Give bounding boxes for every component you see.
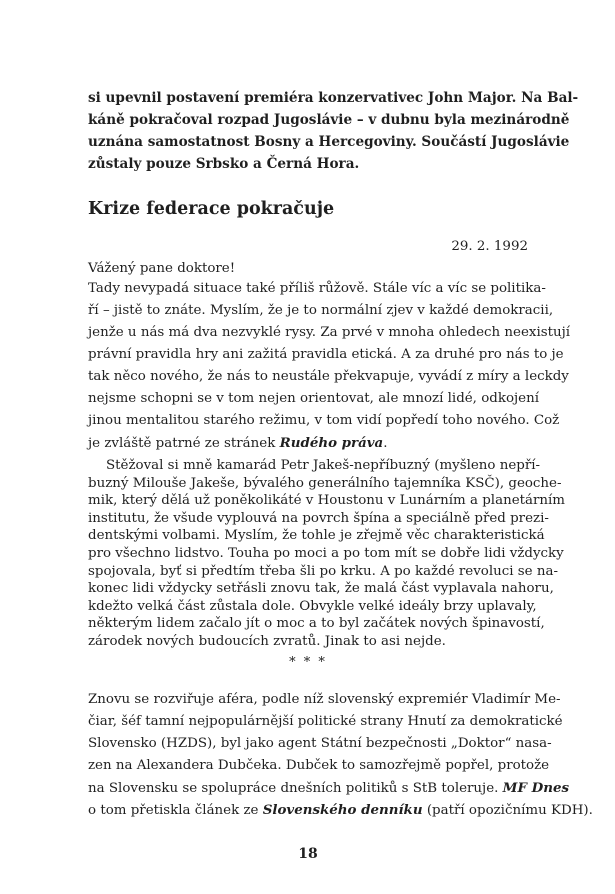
newspaper-title: MF Dnes (502, 780, 570, 796)
paragraph-line (88, 777, 570, 799)
paragraph-line: Tady nevypadá situace také příliš růžově. Stále víc a víc se politika- (88, 281, 546, 296)
paragraph-line: dentskými volbami. Myslím, že tohle je zřejmě věc charakteristická (88, 528, 545, 544)
paragraph-line: ří – jistě to znáte. Myslím, že je to normální zjev v každé demokracii, (88, 303, 554, 318)
paragraph-line: institutu, že všude vyplouvá na povrch špína a speciálně před prezi- (88, 510, 549, 526)
paragraph-line: jenže u nás má dva nezvyklé rysy. Za prvé v mnoha ohledech neexistují (88, 325, 571, 340)
paragraph-line (88, 432, 528, 454)
paragraph-line: zen na Alexandera Dubčeka. Dubček to samozřejmě popřel, protože (88, 758, 550, 773)
paragraph-line: spojovala, byť si předtím třeba šli po krku. A po každé revoluci se na- (88, 563, 558, 579)
intro-line: zůstaly pouze Srbsko a Černá Hora. (88, 156, 360, 172)
paragraph-line: mik, který dělá už poněkolikáté v Houstonu v Lunárním a planetárním (88, 493, 565, 509)
text-run: na Slovensku se spolupráce dnešních politiků s StB toleruje. (88, 781, 503, 796)
paragraph-line: čiar, šéf tamní nejpopulárnější politické strany Hnutí za demokratické (88, 714, 563, 729)
text-run: je zvláště patrné ze stránek (88, 436, 280, 451)
paragraph-line (88, 799, 593, 821)
page-number: 18 (298, 846, 318, 862)
paragraph-line: Stěžoval si mně kamarád Petr Jakeš-nepříbuzný (myšleno nepří- (106, 458, 541, 473)
salutation: Vážený pane doktore! (88, 261, 236, 276)
letter-date: 29. 2. 1992 (451, 239, 528, 254)
section-separator: * * * (289, 655, 327, 670)
paragraph-line: buzný Milouše Jakeše, bývalého generálního tajemníka KSČ), geoche- (88, 475, 562, 491)
paragraph-line: Slovensko (HZDS), byl jako agent Státní bezpečnosti „Doktor“ nasa- (88, 736, 552, 751)
intro-line: uznána samostatnost Bosny a Hercegoviny. Součástí Jugoslávie (88, 134, 570, 150)
paragraph-line: zárodek nových budoucích zvratů. Jinak to asi nejde. (88, 634, 446, 649)
text-run: . (383, 436, 388, 451)
paragraph-line: tak něco nového, že nás to neustále překvapuje, vyvádí z míry a leckdy (88, 369, 569, 384)
paragraph-line: konec lidi vždycky setřásli znovu tak, že malá část vyplavala nahoru, (88, 581, 554, 597)
text-run: (patří opozičnímu KDH). (422, 803, 593, 818)
newspaper-title: Slovenského denníku (262, 802, 423, 818)
paragraph-line: jinou mentalitou starého režimu, v tom vidí popředí toho nového. Což (88, 413, 560, 428)
text-run: o tom přetiskla článek ze (88, 803, 263, 818)
intro-line: si upevnil postavení premiéra konzervativec John Major. Na Bal- (88, 90, 579, 106)
paragraph-line: kdežto velká část zůstala dole. Obvykle velké ideály brzy uplavaly, (88, 598, 537, 614)
paragraph-line: nejsme schopni se v tom nejen orientovat, ale mnozí lidé, odkojení (88, 391, 539, 406)
newspaper-title: Rudého práva (279, 435, 384, 451)
paragraph-line: Znovu se rozviřuje aféra, podle níž slovenský expremiér Vladimír Me- (88, 692, 561, 707)
intro-line: káně pokračoval rozpad Jugoslávie – v dubnu byla mezinárodně (88, 112, 570, 128)
section-heading: Krize federace pokračuje (88, 199, 335, 219)
paragraph-line: pro všechno lidstvo. Touha po moci a po tom mít se dobře lidi vždycky (88, 546, 564, 561)
paragraph-line: právní pravidla hry ani zažitá pravidla etická. A za druhé pro nás to je (88, 347, 564, 362)
paragraph-line: některým lidem začalo jít o moc a to byl začátek nových špinavostí, (88, 616, 545, 632)
